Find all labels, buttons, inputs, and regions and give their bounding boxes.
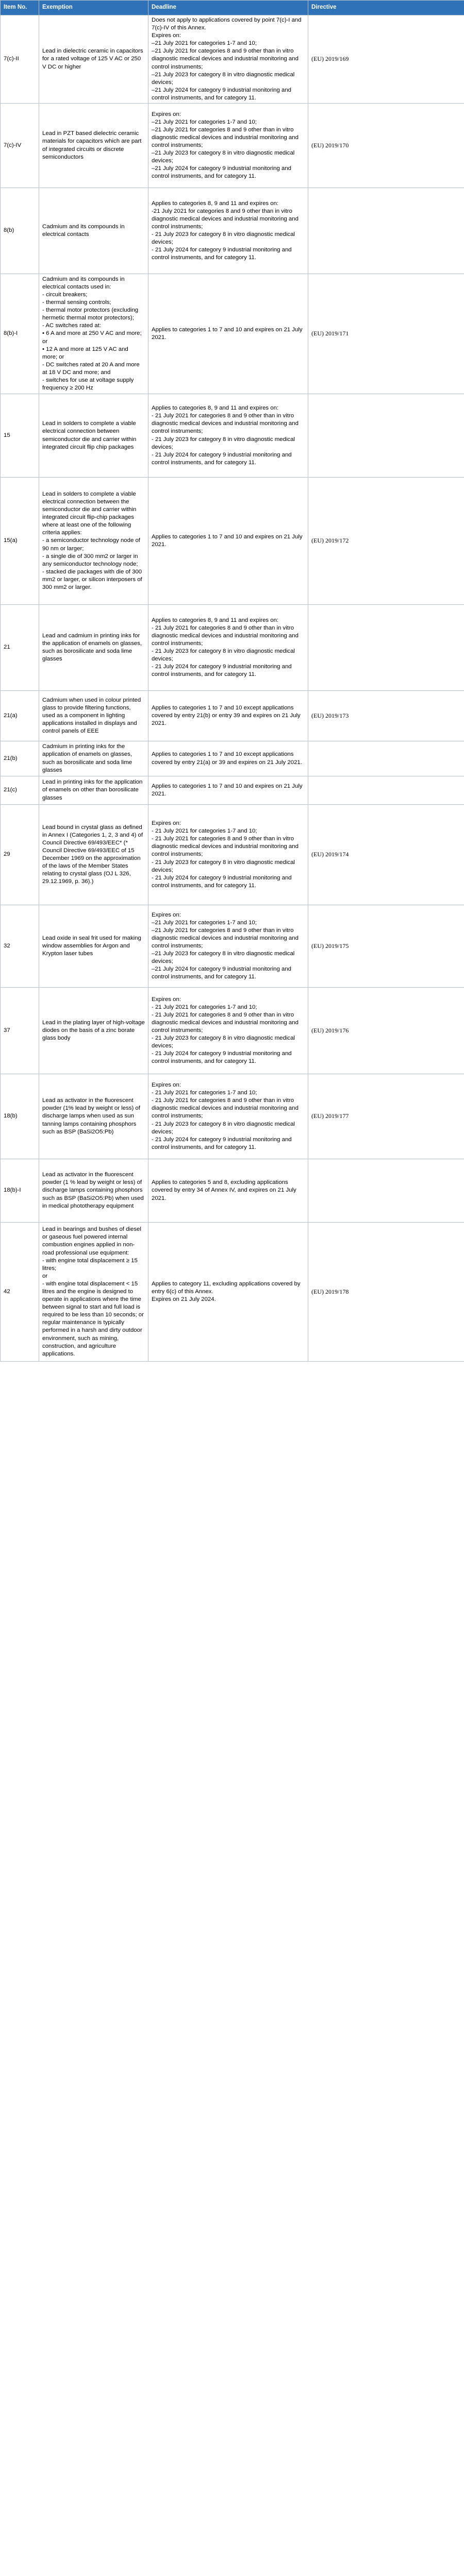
deadline-cell: [148, 394, 308, 478]
deadline-cell: [148, 805, 308, 905]
cell-line: • 12 A and more at 125 V AC and more; or: [42, 346, 128, 360]
exemption-cell: Lead and cadmium in printing inks for the application of enamels on glasses, such as borosilicate and soda lime glasses: [39, 605, 148, 691]
deadline-cell: [148, 776, 308, 805]
cell-line: –21 July 2023 for category 8 in vitro diagnostic medical devices;: [152, 951, 295, 965]
cell-line: - 21 July 2023 for category 8 in vitro diagnostic medical devices;: [152, 648, 295, 663]
table-row: [1, 1223, 464, 1362]
item-no-cell: 29: [1, 805, 39, 905]
cell-line: - 21 July 2024 for category 9 industrial monitoring and control instruments, and for category 11.: [152, 1136, 292, 1150]
deadline-cell: [148, 274, 308, 394]
table-row: [1, 691, 464, 741]
cell-line: - 21 July 2024 for category 9 industrial monitoring and control instruments, and for category 11.: [152, 1050, 292, 1065]
cell-line: - a semiconductor technology node of 90 nm or larger;: [42, 537, 140, 552]
cell-line: - switches for use at voltage supply frequency ≥ 200 Hz: [42, 377, 134, 392]
deadline-cell: [148, 188, 308, 274]
item-no-cell: 21(a): [1, 691, 39, 741]
directive-cell: [308, 1159, 464, 1223]
cell-line: –21 July 2021 for categories 8 and 9 other than in vitro diagnostic medical devices and industrial monitoring and control instruments;: [152, 48, 299, 70]
directive-cell: (EU) 2019/177: [308, 1074, 464, 1159]
cell-line: –21 July 2021 for categories 1-7 and 10;: [152, 40, 257, 47]
cell-line: - 21 July 2023 for category 8 in vitro diagnostic medical devices;: [152, 1035, 295, 1049]
directive-cell: (EU) 2019/171: [308, 274, 464, 394]
directive-cell: [308, 394, 464, 478]
cell-line: Applies to categories 1 to 7 and 10 except applications covered by entry 21(b) or entry 39 and expires on 21 July 2021.: [152, 704, 301, 727]
cell-line: - DC switches rated at 20 A and more at 18 V DC and more; and: [42, 361, 140, 376]
cell-line: - thermal sensing controls;: [42, 299, 111, 306]
cell-line: –21 July 2021 for categories 1-7 and 10;: [152, 118, 257, 125]
deadline-cell: [148, 741, 308, 776]
exemption-cell: Lead as activator in the fluorescent powder (1 % lead by weight or less) of discharge lamps containing phosphors such as BSP (BaSi2O5:Pb) when used in medical phototherapy equipment: [39, 1159, 148, 1223]
cell-line: - thermal motor protectors (excluding hermetic thermal motor protectors);: [42, 307, 139, 321]
cell-line: - 21 July 2021 for categories 8 and 9 other than in vitro diagnostic medical devices and industrial monitoring and control instruments;: [152, 413, 299, 435]
cell-line: Applies to categories 8, 9 and 11 and expires on:: [152, 617, 279, 623]
cell-line: –21 July 2021 for categories 8 and 9 other than in vitro diagnostic medical devices and industrial monitoring and control instruments;: [152, 126, 299, 148]
directive-cell: [308, 776, 464, 805]
exemption-cell: Cadmium and its compounds in electrical contacts: [39, 188, 148, 274]
cell-line: –21 July 2023 for category 8 in vitro diagnostic medical devices;: [152, 71, 295, 86]
cell-line: - 21 July 2021 for categories 8 and 9 other than in vitro diagnostic medical devices and industrial monitoring and control instruments;: [152, 624, 299, 647]
item-no-cell: 18(b)-I: [1, 1159, 39, 1223]
header-exemption: Exemption: [39, 1, 148, 15]
header-deadline: Deadline: [148, 1, 308, 15]
exemption-cell: [39, 274, 148, 394]
cell-line: Expires on:: [152, 32, 181, 39]
cell-line: - 21 July 2023 for category 8 in vitro diagnostic medical devices;: [152, 436, 295, 450]
cell-line: - 21 July 2021 for categories 8 and 9 other than in vitro diagnostic medical devices and industrial monitoring and control instruments;: [152, 1011, 299, 1033]
cell-line: - 21 July 2023 for category 8 in vitro diagnostic medical devices;: [152, 231, 295, 246]
cell-line: Expires on:: [152, 996, 181, 1003]
cell-line: - stacked die packages with die of 300 mm2 or larger, or silicon interposers of 300 mm2 or larger.: [42, 568, 142, 591]
cell-line: –21 July 2021 for categories 1-7 and 10;: [152, 919, 257, 926]
exemption-cell: Lead in printing inks for the application of enamels on other than borosilicate glasses: [39, 776, 148, 805]
table-header-row: [1, 1, 464, 15]
cell-line: - 21 July 2023 for category 8 in vitro diagnostic medical devices;: [152, 1121, 295, 1135]
cell-line: Applies to category 11, excluding applications covered by entry 6(c) of this Annex.: [152, 1280, 301, 1295]
table-row: [1, 741, 464, 776]
item-no-cell: 21(b): [1, 741, 39, 776]
deadline-cell: [148, 1159, 308, 1223]
cell-line: Expires on:: [152, 111, 181, 117]
item-no-cell: 18(b): [1, 1074, 39, 1159]
cell-line: Expires on 21 July 2024.: [152, 1296, 216, 1303]
directive-cell: (EU) 2019/174: [308, 805, 464, 905]
table-row: [1, 1159, 464, 1223]
cell-line: - 21 July 2024 for category 9 industrial monitoring and control instruments, and for category 11.: [152, 664, 292, 678]
header-directive: Directive: [308, 1, 464, 15]
header-item-no: Item No.: [1, 1, 39, 15]
table-row: [1, 274, 464, 394]
deadline-cell: [148, 1223, 308, 1362]
table-body: [1, 15, 464, 1362]
table-row: [1, 478, 464, 605]
table-row: [1, 805, 464, 905]
cell-line: –21 July 2024 for category 9 industrial monitoring and control instruments, and for category 11.: [152, 165, 292, 180]
cell-line: Applies to categories 1 to 7 and 10 except applications covered by entry 21(a) or 39 and expires on 21 July 2021.: [152, 751, 302, 766]
cell-line: Applies to categories 8, 9 and 11 and expires on:: [152, 405, 279, 412]
exemption-cell: Cadmium in printing inks for the application of enamels on glasses, such as borosilicate and soda lime glasses: [39, 741, 148, 776]
cell-line: Cadmium and its compounds in electrical contacts used in:: [42, 276, 125, 290]
exemption-cell: Lead oxide in seal frit used for making window assemblies for Argon and Krypton laser tubes: [39, 905, 148, 988]
cell-line: - with engine total displacement ≥ 15 litres;: [42, 1257, 138, 1272]
table-row: [1, 394, 464, 478]
cell-line: - 21 July 2021 for categories 1-7 and 10;: [152, 828, 257, 835]
cell-line: or: [42, 1273, 48, 1279]
exemption-cell: Lead in dielectric ceramic in capacitors for a rated voltage of 125 V AC or 250 V DC or higher: [39, 15, 148, 104]
item-no-cell: 21: [1, 605, 39, 691]
item-no-cell: 37: [1, 988, 39, 1074]
cell-line: Lead in bearings and bushes of diesel or gaseous fuel powered internal combustion engines applied in non-road professional use equipment:: [42, 1226, 141, 1256]
cell-line: - 21 July 2021 for categories 8 and 9 other than in vitro diagnostic medical devices and industrial monitoring and control instruments;: [152, 1097, 299, 1120]
item-no-cell: 8(b)-I: [1, 274, 39, 394]
table-row: [1, 15, 464, 104]
cell-line: - 21 July 2024 for category 9 industrial monitoring and control instruments, and for category 11.: [152, 247, 292, 261]
exemption-cell: Lead in PZT based dielectric ceramic materials for capacitors which are part of integrated circuits or discrete semiconductors: [39, 104, 148, 188]
item-no-cell: 15: [1, 394, 39, 478]
deadline-cell: [148, 605, 308, 691]
cell-line: Applies to categories 5 and 8, excluding applications covered by entry 34 of Annex IV, and expires on 21 July 2021.: [152, 1179, 296, 1201]
exemption-cell: Lead bound in crystal glass as defined in Annex I (Categories 1, 2, 3 and 4) of Council Directive 69/493/EEC* (* Council Directive 69/493/EEC of 15 December 1969 on the approximation of the laws of the Member States relating to crystal glass (OJ L 326, 29.12.1969, p. 36).): [39, 805, 148, 905]
exemption-cell: Cadmium when used in colour printed glass to provide filtering functions, used as a component in lighting applications installed in displays and control panels of EEE: [39, 691, 148, 741]
table-row: [1, 988, 464, 1074]
item-no-cell: 21(c): [1, 776, 39, 805]
exemption-cell: Lead in the plating layer of high-voltage diodes on the basis of a zinc borate glass body: [39, 988, 148, 1074]
cell-line: - AC switches rated at:: [42, 323, 101, 329]
cell-line: • 6 A and more at 250 V AC and more; or: [42, 330, 142, 345]
directive-cell: (EU) 2019/169: [308, 15, 464, 104]
directive-cell: (EU) 2019/178: [308, 1223, 464, 1362]
exemption-cell: [39, 478, 148, 605]
directive-cell: [308, 741, 464, 776]
directive-cell: (EU) 2019/176: [308, 988, 464, 1074]
item-no-cell: 7(c)-II: [1, 15, 39, 104]
deadline-cell: [148, 691, 308, 741]
exemption-cell: Lead in solders to complete a viable electrical connection between semiconductor die and carrier within integrated circuit flip chip packages: [39, 394, 148, 478]
cell-line: Expires on:: [152, 911, 181, 918]
cell-line: - with engine total displacement < 15 litres and the engine is designed to operate in applications where the time between signal to start and full load is required to be less than 10 seconds; or regular maintenance is typically performed in a harsh and dirty outdoor environment, such as mining, construction, and agriculture applications.: [42, 1280, 144, 1357]
cell-line: - circuit breakers;: [42, 292, 88, 298]
table-row: [1, 605, 464, 691]
table-row: [1, 905, 464, 988]
cell-line: Does not apply to applications covered by point 7(c)-I and 7(c)-IV of this Annex.: [152, 17, 302, 31]
directive-cell: [308, 188, 464, 274]
item-no-cell: 7(c)-IV: [1, 104, 39, 188]
cell-line: - 21 July 2023 for category 8 in vitro diagnostic medical devices;: [152, 859, 295, 873]
directive-cell: (EU) 2019/173: [308, 691, 464, 741]
cell-line: Lead in solders to complete a viable electrical connection between the semiconductor die and carrier within integrated circuit flip-chip packages where at least one of the following criteria applies:: [42, 490, 137, 536]
table-row: [1, 104, 464, 188]
cell-line: Expires on:: [152, 820, 181, 827]
directive-cell: (EU) 2019/175: [308, 905, 464, 988]
deadline-cell: [148, 988, 308, 1074]
cell-line: –21 July 2023 for category 8 in vitro diagnostic medical devices;: [152, 150, 295, 164]
cell-line: - 21 July 2024 for category 9 industrial monitoring and control instruments, and for category 11.: [152, 451, 292, 466]
cell-line: - 21 July 2021 for categories 1-7 and 10;: [152, 1004, 257, 1010]
deadline-cell: [148, 905, 308, 988]
item-no-cell: 15(a): [1, 478, 39, 605]
cell-line: –21 July 2024 for category 9 industrial monitoring and control instruments, and for category 11.: [152, 87, 292, 101]
cell-line: Applies to categories 1 to 7 and 10 and expires on 21 July 2021.: [152, 533, 303, 548]
directive-cell: (EU) 2019/172: [308, 478, 464, 605]
cell-line: –21 July 2021 for categories 8 and 9 other than in vitro diagnostic medical devices and industrial monitoring and control instruments;: [152, 927, 299, 949]
exemption-cell: Lead as activator in the fluorescent powder (1% lead by weight or less) of discharge lamps when used as sun tanning lamps containing phosphors such as BSP (BaSi2O5:Pb): [39, 1074, 148, 1159]
table-row: [1, 1074, 464, 1159]
item-no-cell: 32: [1, 905, 39, 988]
deadline-cell: [148, 104, 308, 188]
deadline-cell: [148, 1074, 308, 1159]
table-row: [1, 188, 464, 274]
exemption-cell: [39, 1223, 148, 1362]
directive-cell: (EU) 2019/170: [308, 104, 464, 188]
cell-line: - 21 July 2021 for categories 8 and 9 other than in vitro diagnostic medical devices and industrial monitoring and control instruments;: [152, 836, 299, 858]
item-no-cell: 8(b): [1, 188, 39, 274]
item-no-cell: 42: [1, 1223, 39, 1362]
cell-line: Expires on:: [152, 1082, 181, 1089]
cell-line: - a single die of 300 mm2 or larger in any semiconductor technology node;: [42, 553, 138, 567]
directive-cell: [308, 605, 464, 691]
cell-line: - 21 July 2024 for category 9 industrial monitoring and control instruments, and for category 11.: [152, 874, 292, 889]
deadline-cell: [148, 478, 308, 605]
cell-line: Applies to categories 8, 9 and 11 and expires on:: [152, 200, 279, 207]
cell-line: -21 July 2021 for categories 8 and 9 other than in vitro diagnostic medical devices and industrial monitoring and control instruments;: [152, 208, 299, 230]
cell-line: - 21 July 2021 for categories 1-7 and 10;: [152, 1090, 257, 1096]
cell-line: Applies to categories 1 to 7 and 10 and expires on 21 July 2021.: [152, 326, 303, 341]
deadline-cell: [148, 15, 308, 104]
table-row: [1, 776, 464, 805]
cell-line: Applies to categories 1 to 7 and 10 and expires on 21 July 2021.: [152, 783, 303, 798]
cell-line: –21 July 2024 for category 9 industrial monitoring and control instruments, and for category 11.: [152, 966, 292, 980]
